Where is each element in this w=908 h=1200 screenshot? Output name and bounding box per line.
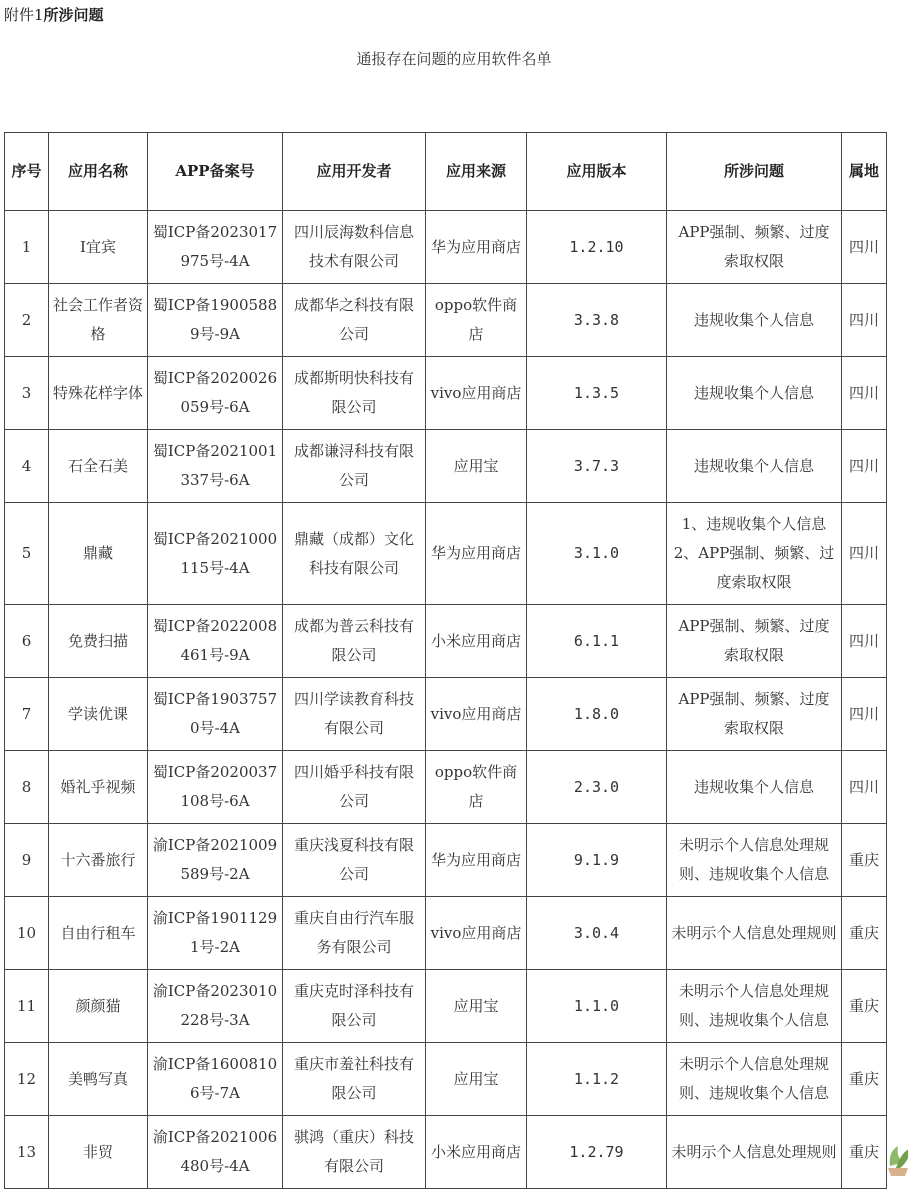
- header-developer: 应用开发者: [283, 133, 426, 211]
- row-issue: APP强制、频繁、过度索取权限: [667, 211, 842, 284]
- row-region: 四川: [842, 751, 887, 824]
- row-developer: 重庆浅夏科技有限公司: [283, 824, 426, 897]
- row-version: 1.8.0: [527, 678, 667, 751]
- row-region: 重庆: [842, 897, 887, 970]
- document-title: 通报存在问题的应用软件名单: [356, 50, 552, 68]
- row-issue: 未明示个人信息处理规则: [667, 897, 842, 970]
- row-app-name: 十六番旅行: [49, 824, 148, 897]
- row-icp: 蜀ICP备2021000115号-4A: [148, 503, 283, 605]
- row-index: 4: [5, 430, 49, 503]
- row-source: 应用宝: [426, 970, 527, 1043]
- row-icp: 渝ICP备2021006480号-4A: [148, 1116, 283, 1189]
- row-version: 3.7.3: [527, 430, 667, 503]
- row-app-name: 自由行租车: [49, 897, 148, 970]
- row-icp: 蜀ICP备19005889号-9A: [148, 284, 283, 357]
- row-source: oppo软件商店: [426, 751, 527, 824]
- row-source: 应用宝: [426, 1043, 527, 1116]
- row-app-name: 婚礼乎视频: [49, 751, 148, 824]
- row-issue: 违规收集个人信息: [667, 430, 842, 503]
- row-version: 6.1.1: [527, 605, 667, 678]
- row-app-name: 石全石美: [49, 430, 148, 503]
- row-app-name: 免费扫描: [49, 605, 148, 678]
- app-list-table: [4, 132, 887, 1189]
- table-row: [5, 678, 887, 751]
- attachment-title: 所涉问题: [43, 6, 104, 24]
- row-app-name: 鼎藏: [49, 503, 148, 605]
- table-row: [5, 1043, 887, 1116]
- row-version: 3.1.0: [527, 503, 667, 605]
- row-region: 重庆: [842, 1116, 887, 1189]
- row-version: 1.2.79: [527, 1116, 667, 1189]
- table-row: [5, 751, 887, 824]
- row-issue: 未明示个人信息处理规则: [667, 1116, 842, 1189]
- row-icp: 蜀ICP备2021001337号-6A: [148, 430, 283, 503]
- header-issue: 所涉问题: [667, 133, 842, 211]
- table-row: [5, 1116, 887, 1189]
- row-version: 2.3.0: [527, 751, 667, 824]
- row-region: 四川: [842, 678, 887, 751]
- row-region: 四川: [842, 605, 887, 678]
- row-icp: 蜀ICP备2022008461号-9A: [148, 605, 283, 678]
- row-developer: 重庆市羞社科技有限公司: [283, 1043, 426, 1116]
- row-icp: 蜀ICP备2020037108号-6A: [148, 751, 283, 824]
- row-developer: 四川学读教育科技有限公司: [283, 678, 426, 751]
- row-source: vivo应用商店: [426, 897, 527, 970]
- row-source: vivo应用商店: [426, 678, 527, 751]
- row-index: 5: [5, 503, 49, 605]
- row-region: 重庆: [842, 1043, 887, 1116]
- row-version: 3.0.4: [527, 897, 667, 970]
- row-index: 3: [5, 357, 49, 430]
- row-index: 13: [5, 1116, 49, 1189]
- row-issue: 违规收集个人信息: [667, 751, 842, 824]
- table-row: [5, 605, 887, 678]
- row-app-name: 非贸: [49, 1116, 148, 1189]
- row-app-name: 特殊花样字体: [49, 357, 148, 430]
- row-version: 1.1.0: [527, 970, 667, 1043]
- row-developer: 成都斯明快科技有限公司: [283, 357, 426, 430]
- row-index: 2: [5, 284, 49, 357]
- row-index: 12: [5, 1043, 49, 1116]
- row-index: 1: [5, 211, 49, 284]
- table-row: [5, 897, 887, 970]
- row-region: 四川: [842, 284, 887, 357]
- header-version: 应用版本: [527, 133, 667, 211]
- row-source: vivo应用商店: [426, 357, 527, 430]
- row-icp: 渝ICP备16008106号-7A: [148, 1043, 283, 1116]
- row-index: 7: [5, 678, 49, 751]
- row-icp: 蜀ICP备2023017975号-4A: [148, 211, 283, 284]
- row-icp: 蜀ICP备19037570号-4A: [148, 678, 283, 751]
- row-issue: 未明示个人信息处理规则、违规收集个人信息: [667, 824, 842, 897]
- row-region: 重庆: [842, 824, 887, 897]
- row-app-name: 颜颜猫: [49, 970, 148, 1043]
- row-issue: 未明示个人信息处理规则、违规收集个人信息: [667, 970, 842, 1043]
- row-developer: 重庆自由行汽车服务有限公司: [283, 897, 426, 970]
- table-row: [5, 430, 887, 503]
- header-region: 属地: [842, 133, 887, 211]
- row-index: 11: [5, 970, 49, 1043]
- row-version: 1.2.10: [527, 211, 667, 284]
- row-developer: 鼎藏（成都）文化科技有限公司: [283, 503, 426, 605]
- header-index: 序号: [5, 133, 49, 211]
- attachment-label: [4, 4, 104, 25]
- row-developer: 成都华之科技有限公司: [283, 284, 426, 357]
- row-source: 小米应用商店: [426, 1116, 527, 1189]
- header-icp: APP备案号: [148, 133, 283, 211]
- row-developer: 成都为普云科技有限公司: [283, 605, 426, 678]
- row-issue: APP强制、频繁、过度索取权限: [667, 605, 842, 678]
- row-icp: 渝ICP备2021009589号-2A: [148, 824, 283, 897]
- row-index: 9: [5, 824, 49, 897]
- row-app-name: 美鸭写真: [49, 1043, 148, 1116]
- row-developer: 成都谦浔科技有限公司: [283, 430, 426, 503]
- row-app-name: 社会工作者资格: [49, 284, 148, 357]
- table-row: [5, 970, 887, 1043]
- row-issue: 1、违规收集个人信息2、APP强制、频繁、过度索取权限: [667, 503, 842, 605]
- table-row: [5, 211, 887, 284]
- row-developer: 四川辰海数科信息技术有限公司: [283, 211, 426, 284]
- row-version: 9.1.9: [527, 824, 667, 897]
- row-source: 小米应用商店: [426, 605, 527, 678]
- row-developer: 重庆克时泽科技有限公司: [283, 970, 426, 1043]
- row-region: 四川: [842, 503, 887, 605]
- row-index: 8: [5, 751, 49, 824]
- row-region: 四川: [842, 211, 887, 284]
- row-index: 10: [5, 897, 49, 970]
- row-region: 重庆: [842, 970, 887, 1043]
- row-icp: 渝ICP备2023010228号-3A: [148, 970, 283, 1043]
- row-region: 四川: [842, 357, 887, 430]
- attachment-prefix: 附件1: [4, 6, 44, 24]
- row-icp: 渝ICP备19011291号-2A: [148, 897, 283, 970]
- row-region: 四川: [842, 430, 887, 503]
- table-row: [5, 824, 887, 897]
- row-icp: 蜀ICP备2020026059号-6A: [148, 357, 283, 430]
- header-app-name: 应用名称: [49, 133, 148, 211]
- row-version: 3.3.8: [527, 284, 667, 357]
- row-source: oppo软件商店: [426, 284, 527, 357]
- table-header-row: [5, 133, 887, 211]
- plant-decoration-icon: [884, 1136, 908, 1176]
- row-developer: 四川婚乎科技有限公司: [283, 751, 426, 824]
- table-row: [5, 357, 887, 430]
- table-row: [5, 284, 887, 357]
- row-version: 1.3.5: [527, 357, 667, 430]
- row-developer: 骐鸿（重庆）科技有限公司: [283, 1116, 426, 1189]
- row-source: 华为应用商店: [426, 503, 527, 605]
- row-app-name: 学读优课: [49, 678, 148, 751]
- table-row: [5, 503, 887, 605]
- header-source: 应用来源: [426, 133, 527, 211]
- row-issue: 违规收集个人信息: [667, 357, 842, 430]
- row-version: 1.1.2: [527, 1043, 667, 1116]
- row-issue: APP强制、频繁、过度索取权限: [667, 678, 842, 751]
- row-index: 6: [5, 605, 49, 678]
- row-app-name: I宜宾: [49, 211, 148, 284]
- row-source: 华为应用商店: [426, 824, 527, 897]
- row-issue: 未明示个人信息处理规则、违规收集个人信息: [667, 1043, 842, 1116]
- row-source: 应用宝: [426, 430, 527, 503]
- row-source: 华为应用商店: [426, 211, 527, 284]
- row-issue: 违规收集个人信息: [667, 284, 842, 357]
